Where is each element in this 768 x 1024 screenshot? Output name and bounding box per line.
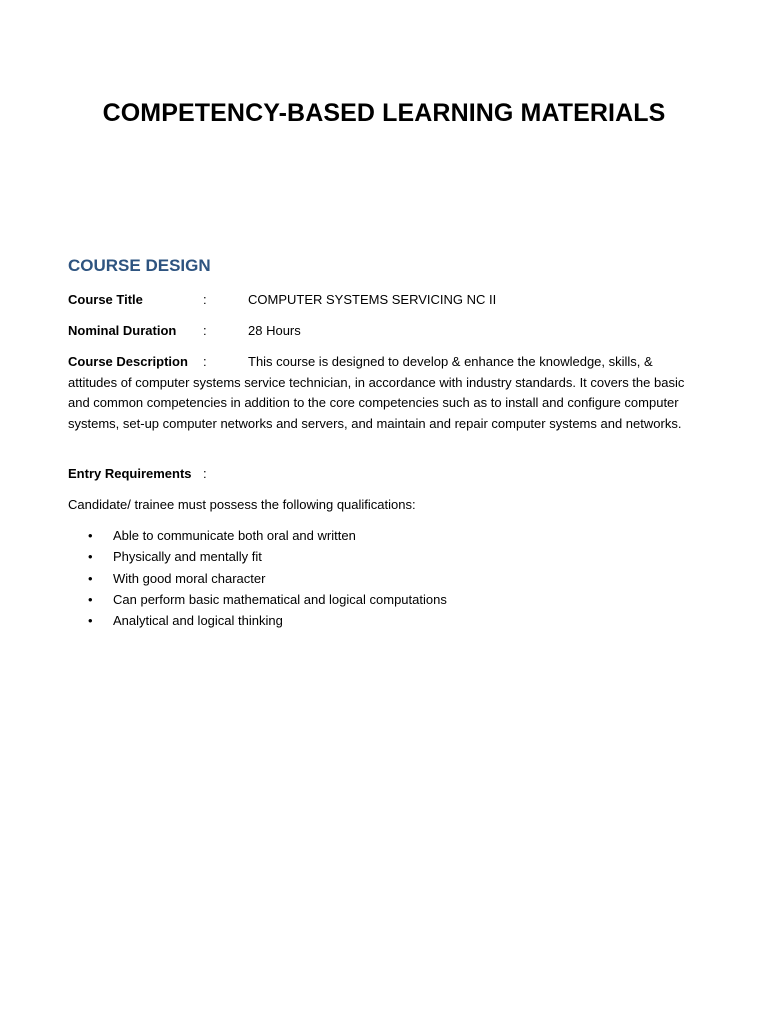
course-description-colon: : [203, 354, 207, 369]
list-item-text: Able to communicate both oral and written [113, 528, 356, 543]
course-title-colon: : [203, 292, 207, 307]
entry-requirements-label: Entry Requirements [68, 466, 192, 481]
nominal-duration-value: 28 Hours [248, 323, 301, 338]
course-title-label: Course Title [68, 292, 143, 307]
list-item [68, 547, 447, 568]
section-heading-course-design: COURSE DESIGN [68, 256, 211, 275]
bullet-icon: • [88, 570, 93, 586]
course-title-row [68, 290, 497, 310]
list-item-text: With good moral character [113, 570, 266, 586]
course-description-label: Course Description [68, 354, 188, 369]
bullet-icon: • [88, 528, 93, 543]
list-item [68, 611, 447, 632]
document-title: COMPETENCY-BASED LEARNING MATERIALS [102, 99, 666, 127]
list-item [68, 590, 447, 611]
bullet-icon: • [88, 613, 93, 629]
list-item-text: Analytical and logical thinking [113, 613, 283, 629]
entry-requirements-colon: : [203, 466, 207, 481]
list-item-text: Physically and mentally fit [113, 549, 262, 565]
bullet-icon: • [88, 549, 93, 565]
bullet-icon: • [88, 591, 93, 607]
list-item [68, 569, 447, 590]
course-title-value: COMPUTER SYSTEMS SERVICING NC II [248, 292, 497, 307]
list-item-text: Can perform basic mathematical and logical computations [113, 591, 447, 607]
qualifications-intro: Candidate/ trainee must possess the following qualifications: [68, 497, 416, 512]
nominal-duration-colon: : [203, 323, 207, 338]
nominal-duration-row [68, 321, 301, 341]
nominal-duration-label: Nominal Duration [68, 323, 177, 338]
course-description-paragraph [68, 352, 698, 434]
list-item [68, 526, 447, 547]
entry-requirements-row [68, 464, 207, 484]
qualifications-list [68, 526, 447, 632]
course-description-text: This course is designed to develop & enhance the knowledge, skills, & attitudes of computer systems service technician, in accordance with industry standards. It covers the basic and common competencies in addition to the core competencies such as to install and configure computer systems, set-up computer networks and servers, and maintain and repair computer systems and networks. [68, 354, 685, 431]
